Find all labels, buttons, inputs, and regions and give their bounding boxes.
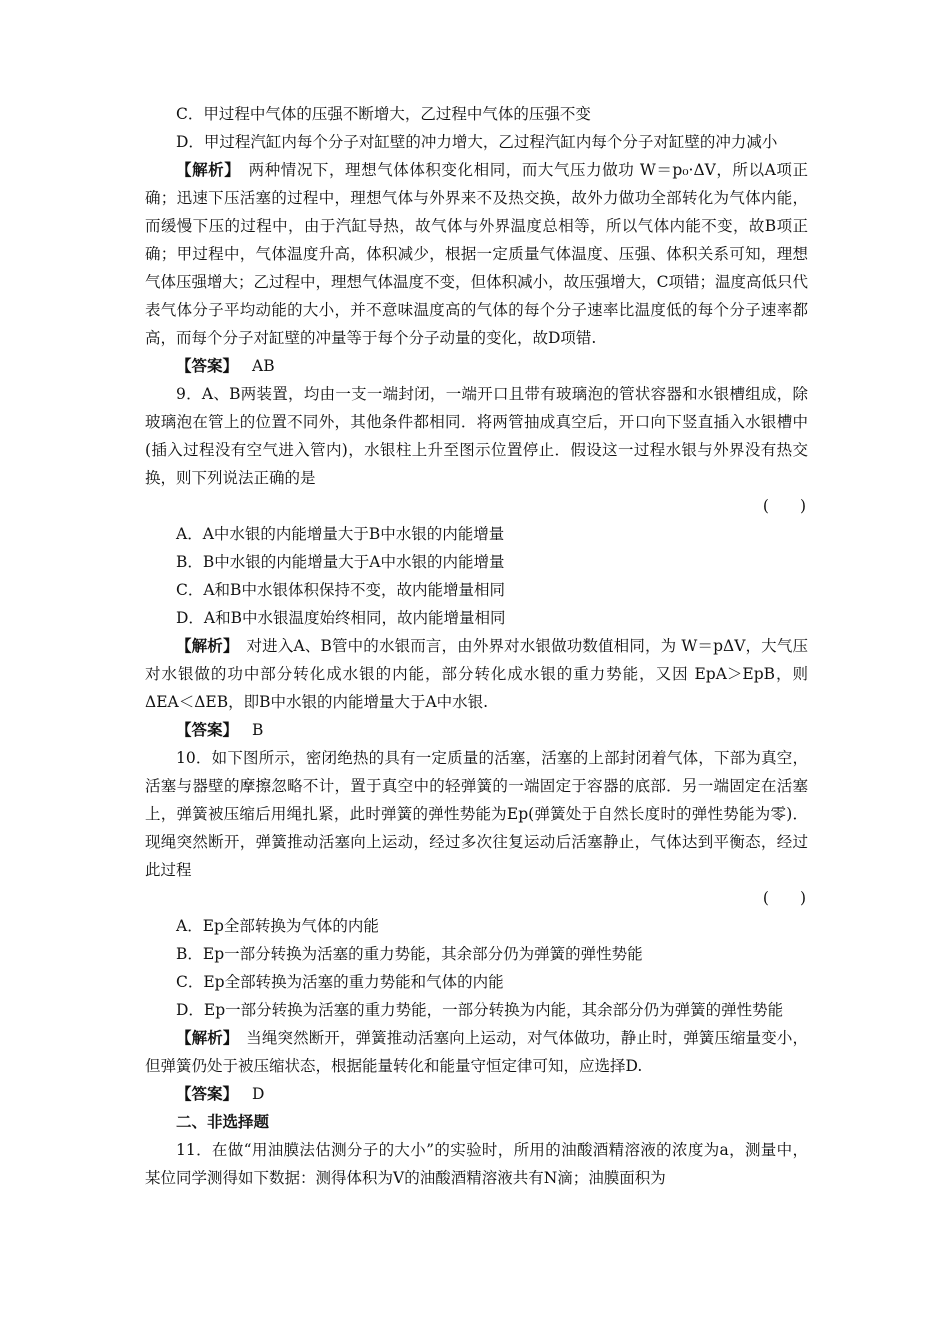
q8-option-d: D．甲过程汽缸内每个分子对缸壁的冲力增大，乙过程汽缸内每个分子对缸壁的冲力减小 [176, 133, 778, 151]
q10-option-a: A．Ep全部转换为气体的内能 [176, 917, 379, 935]
answer-label: 【答案】 [176, 356, 239, 375]
answer-value: D [252, 1085, 265, 1103]
analysis-label: 【解析】 [176, 1028, 231, 1047]
document-page [145, 100, 808, 1192]
analysis-label: 【解析】 [176, 636, 231, 655]
q9-stem: 9．A、B两装置，均由一支一端封闭，一端开口且带有玻璃泡的管状容器和水银槽组成，除玻璃泡在管上的位置不同外，其他条件都相同．将两管抽成真空后，开口向下竖直插入水银槽中(插入过程没有空气进入管内)，水银柱上升至图示位置停止．假设这一过程水银与外界没有热交换，则下列说法正确的是 [145, 385, 808, 487]
q8-analysis [145, 156, 808, 352]
section-heading: 二、非选择题 [176, 1112, 270, 1131]
q10-option-b: B．Ep一部分转换为活塞的重力势能，其余部分仍为弹簧的弹性势能 [176, 945, 643, 963]
analysis-label: 【解析】 [176, 160, 233, 179]
answer-value: AB [252, 357, 275, 375]
q10-analysis [145, 1024, 808, 1080]
q9-option-d: D．A和B中水银温度始终相同，故内能增量相同 [176, 609, 506, 627]
q8-option-c: C．甲过程中气体的压强不断增大，乙过程中气体的压强不变 [176, 105, 591, 123]
answer-label: 【答案】 [176, 720, 239, 739]
q9-answer [145, 716, 808, 744]
answer-value: B [252, 721, 264, 739]
q9-bracket: ( ) [762, 497, 806, 515]
q11-stem: 11．在做“用油膜法估测分子的大小”的实验时，所用的油酸酒精溶液的浓度为a，测量中，某位同学测得如下数据：测得体积为V的油酸酒精溶液共有N滴；油膜面积为 [145, 1141, 808, 1187]
q10-option-d: D．Ep一部分转换为活塞的重力势能，一部分转换为内能，其余部分仍为弹簧的弹性势能 [176, 1001, 784, 1019]
q10-stem: 10．如下图所示，密闭绝热的具有一定质量的活塞，活塞的上部封闭着气体，下部为真空，活塞与器壁的摩擦忽略不计，置于真空中的轻弹簧的一端固定于容器的底部．另一端固定在活塞上，弹簧被压缩后用绳扎紧，此时弹簧的弹性势能为Ep(弹簧处于自然长度时的弹性势能为零)．现绳突然断开，弹簧推动活塞向上运动，经过多次往复运动后活塞静止，气体达到平衡态，经过此过程 [145, 749, 808, 879]
q10-answer [145, 1080, 808, 1108]
q10-bracket: ( ) [762, 889, 806, 907]
analysis-text: 当绳突然断开，弹簧推动活塞向上运动，对气体做功，静止时，弹簧压缩量变小，但弹簧仍处于被压缩状态，根据能量转化和能量守恒定律可知，应选择D. [145, 1029, 808, 1075]
analysis-text: 对进入A、B管中的水银而言，由外界对水银做功数值相同，为 W＝pΔV，大气压对水银做的功中部分转化成水银的内能，部分转化成水银的重力势能，又因 EpA＞EpB，则 ΔEA＜ΔEB，即B中水银的内能增量大于A中水银. [145, 637, 808, 711]
q8-answer [145, 352, 808, 380]
analysis-text: 两种情况下，理想气体体积变化相同，而大气压力做功 W＝p₀·ΔV，所以A项正确；迅速下压活塞的过程中，理想气体与外界来不及热交换，故外力做功全部转化为气体内能，而缓慢下压的过程中，由于汽缸导热，故气体与外界温度总相等，所以气体内能不变，故B项正确；甲过程中，气体温度升高，体积减少，根据一定质量气体温度、压强、体积关系可知，理想气体压强增大；乙过程中，理想气体温度不变，但体积减小，故压强增大，C项错；温度高低只代表气体分子平均动能的大小，并不意味温度高的气体的每个分子速率比温度低的每个分子速率都高，而每个分子对缸壁的冲量等于每个分子动量的变化，故D项错. [145, 161, 808, 347]
answer-label: 【答案】 [176, 1084, 239, 1103]
q9-option-a: A．A中水银的内能增量大于B中水银的内能增量 [176, 525, 505, 543]
q9-option-c: C．A和B中水银体积保持不变，故内能增量相同 [176, 581, 505, 599]
q10-option-c: C．Ep全部转换为活塞的重力势能和气体的内能 [176, 973, 504, 991]
q9-option-b: B．B中水银的内能增量大于A中水银的内能增量 [176, 553, 505, 571]
q9-analysis [145, 632, 808, 716]
